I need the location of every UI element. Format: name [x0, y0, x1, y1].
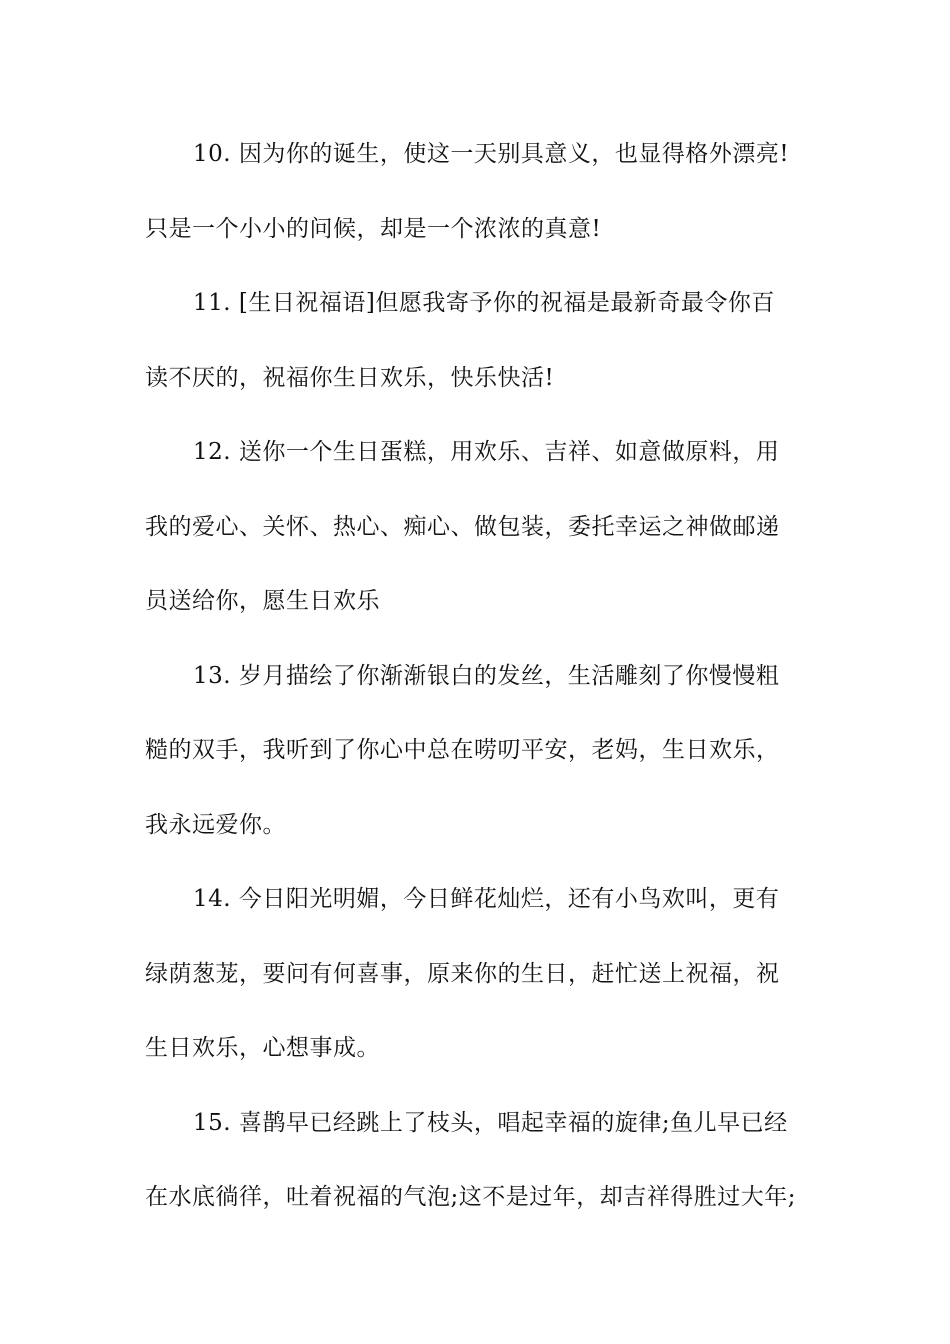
paragraph-15-line-1: 15. 喜鹊早已经跳上了枝头，唱起幸福的旋律;鱼儿早已经 [193, 1109, 788, 1136]
paragraph-11-line-2: 读不厌的，祝福你生日欢乐，快乐快活! [145, 364, 555, 391]
paragraph-13-line-2: 糙的双手，我听到了你心中总在唠叨平安，老妈，生日欢乐， [145, 737, 780, 763]
document-body [145, 128, 817, 1246]
paragraph-10-line-2: 只是一个小小的问候，却是一个浓浓的真意! [145, 215, 602, 242]
paragraph-14-line-3: 生日欢乐，心想事成。 [145, 1035, 380, 1061]
paragraph-11-line-1: 11. [生日祝福语]但愿我寄予你的祝福是最新奇最令你百 [193, 290, 775, 316]
paragraph-14-line-2: 绿荫葱茏，要问有何喜事，原来你的生日，赶忙送上祝福，祝 [145, 960, 780, 987]
paragraph-15-line-2: 在水底徜徉，吐着祝福的气泡;这不是过年，却吉祥得胜过大年; [145, 1184, 796, 1210]
paragraph-13-line-1: 13. 岁月描绘了你渐渐银白的发丝，生活雕刻了你慢慢粗 [193, 662, 780, 689]
paragraph-12-line-1: 12. 送你一个生日蛋糕，用欢乐、吉祥、如意做原料，用 [193, 439, 780, 465]
paragraph-12-line-2: 我的爱心、关怀、热心、痴心、做包装，委托幸运之神做邮递 [145, 513, 780, 540]
paragraph-13-line-3: 我永远爱你。 [145, 811, 286, 838]
paragraph-14-line-1: 14. 今日阳光明媚，今日鲜花灿烂，还有小鸟欢叫，更有 [193, 886, 780, 912]
paragraph-12-line-3: 员送给你，愿生日欢乐 [145, 588, 380, 614]
paragraph-10-line-1: 10. 因为你的诞生，使这一天别具意义，也显得格外漂亮! [193, 141, 790, 167]
